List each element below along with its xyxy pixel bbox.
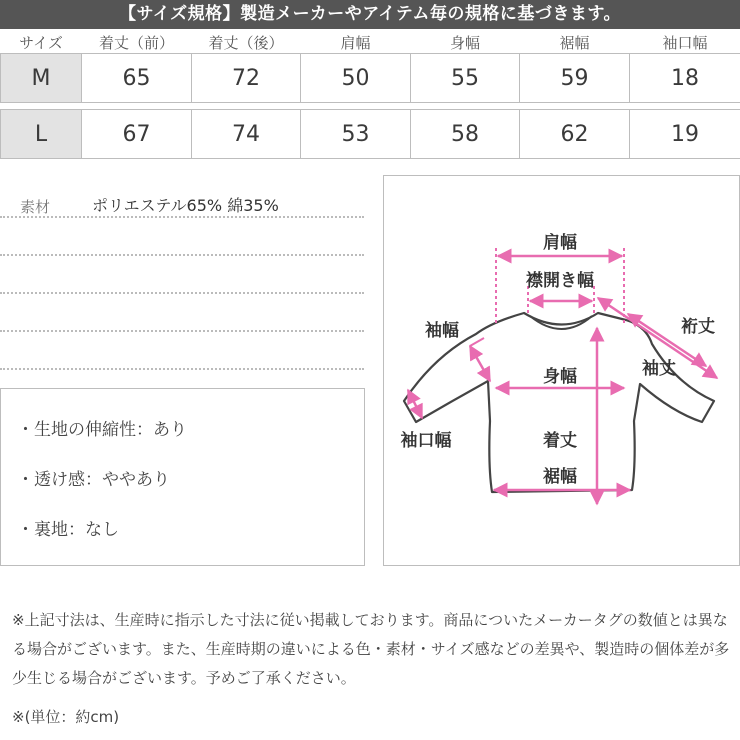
header-length-front: 着丈（前） bbox=[98, 33, 174, 52]
label-neck: 襟開き幅 bbox=[526, 271, 594, 291]
property-stretch: ・生地の伸縮性：あり bbox=[17, 420, 187, 440]
size-table-header bbox=[1, 31, 740, 54]
label-body-width: 身幅 bbox=[543, 367, 577, 387]
label-hem: 裾幅 bbox=[543, 467, 577, 487]
property-lining: ・裏地：なし bbox=[17, 520, 119, 540]
label-shoulder: 肩幅 bbox=[543, 233, 577, 253]
header-body-width: 身幅 bbox=[449, 33, 480, 52]
blank-row bbox=[0, 256, 364, 294]
table-cell: 59 bbox=[520, 54, 630, 103]
label-sleeve-length: 袖丈 bbox=[642, 359, 676, 379]
label-cuff: 袖口幅 bbox=[400, 431, 452, 451]
table-row bbox=[1, 54, 740, 103]
header-size: サイズ bbox=[19, 33, 63, 52]
table-row bbox=[1, 110, 740, 159]
table-cell: 67 bbox=[82, 110, 192, 159]
table-cell: 65 bbox=[82, 54, 192, 103]
table-cell: 53 bbox=[301, 110, 411, 159]
header-hem-width: 裾幅 bbox=[559, 33, 590, 52]
property-sheerness: ・透け感：ややあり bbox=[17, 470, 170, 490]
blank-row bbox=[0, 218, 364, 256]
table-cell: 74 bbox=[192, 110, 301, 159]
blank-row bbox=[0, 332, 364, 370]
size-label: L bbox=[1, 110, 82, 159]
header-length-back: 着丈（後） bbox=[208, 33, 284, 52]
unit-note: ※(単位：約cm) bbox=[12, 708, 120, 726]
size-label: M bbox=[1, 54, 82, 103]
blank-row bbox=[0, 294, 364, 332]
label-sleeve-width: 袖幅 bbox=[425, 321, 459, 341]
sleeve-width-arrow bbox=[470, 346, 490, 381]
disclaimer-notes: ※上記寸法は、生産時に指示した寸法に従い掲載しております。商品についたメーカータグの数値とは異なる場合がございます。また、生産時期の違いによる色・素材・サイズ感などの差異や、製造時の個体差が多少生じる場合がございます。予めご了承ください。 bbox=[12, 611, 730, 687]
size-table bbox=[0, 31, 740, 159]
table-cell: 19 bbox=[630, 110, 740, 159]
label-length: 着丈 bbox=[543, 431, 577, 451]
material-label: 素材 bbox=[20, 198, 51, 216]
size-spec-banner: 【サイズ規格】製造メーカーやアイテム毎の規格に基づきます。 bbox=[0, 0, 740, 29]
material-value: ポリエステル65% 綿35% bbox=[92, 196, 279, 215]
neckline bbox=[530, 316, 592, 329]
table-cell: 18 bbox=[630, 54, 740, 103]
table-cell: 62 bbox=[520, 110, 630, 159]
guide-line bbox=[470, 338, 484, 346]
table-cell: 72 bbox=[192, 54, 301, 103]
material-row bbox=[0, 180, 364, 218]
table-cell: 55 bbox=[411, 54, 520, 103]
garment-diagram-svg bbox=[384, 176, 739, 565]
header-cuff-width: 袖口幅 bbox=[662, 33, 708, 52]
table-cell: 50 bbox=[301, 54, 411, 103]
garment-diagram bbox=[383, 175, 740, 566]
header-shoulder: 肩幅 bbox=[340, 33, 371, 52]
label-yuki: 裄丈 bbox=[681, 317, 715, 337]
fabric-properties-box bbox=[0, 388, 365, 566]
table-cell: 58 bbox=[411, 110, 520, 159]
